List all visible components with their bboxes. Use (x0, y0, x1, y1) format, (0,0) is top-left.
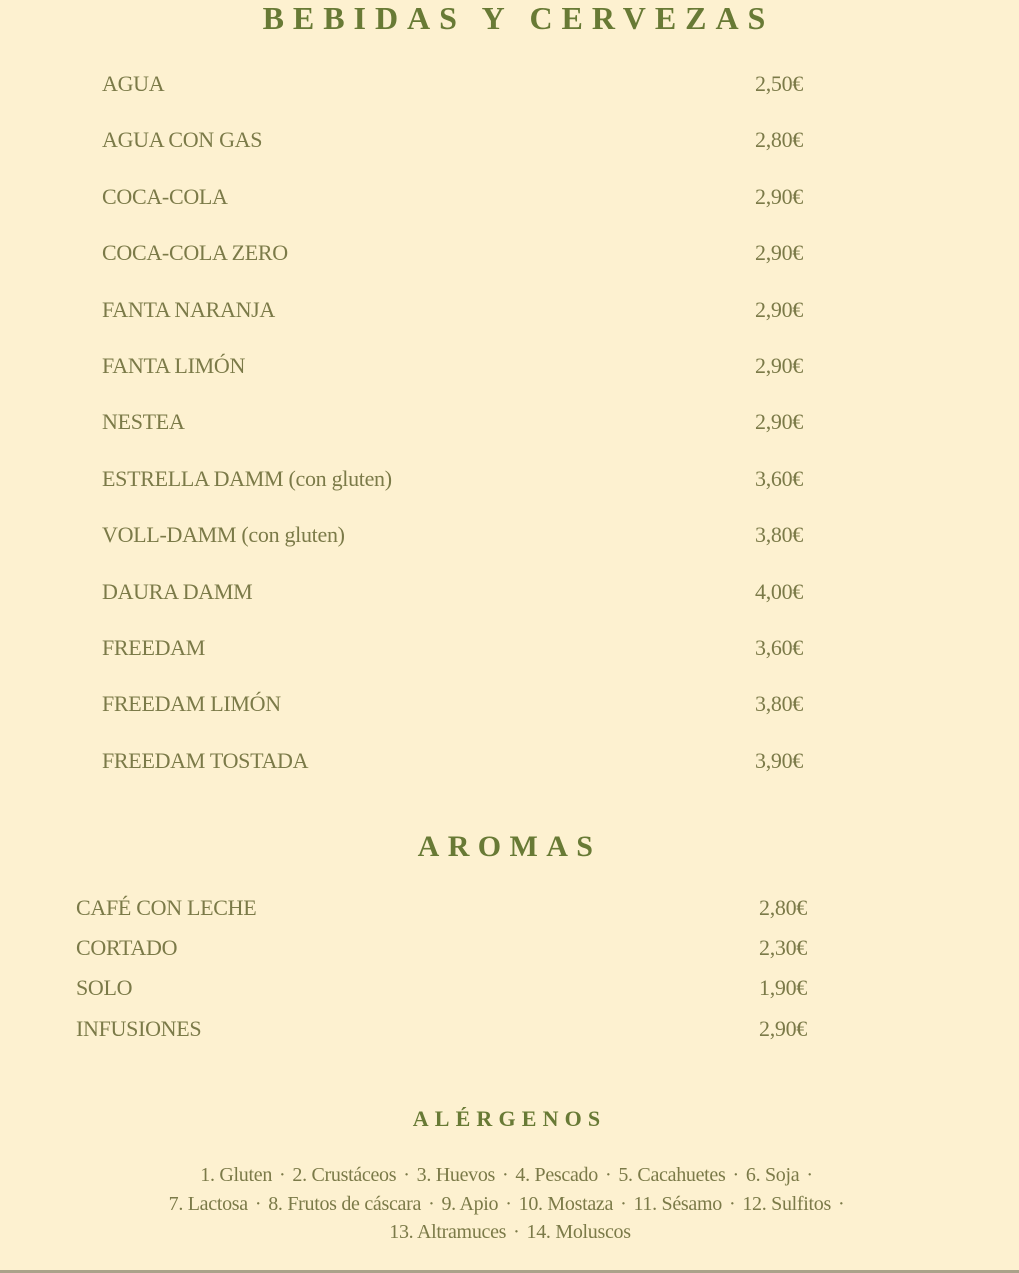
separator-dot: · (806, 1164, 813, 1186)
item-price: 2,80€ (755, 127, 804, 153)
separator-dot: · (428, 1192, 435, 1215)
item-price: 2,90€ (755, 409, 804, 435)
allergen-item: 8. Frutos de cáscara (268, 1192, 422, 1215)
item-name: NESTEA (102, 409, 185, 435)
allergen-item: 11. Sésamo (633, 1192, 722, 1215)
item-name: FANTA NARANJA (102, 296, 276, 322)
item-name: FANTA LIMÓN (102, 353, 246, 378)
item-price: 2,90€ (755, 353, 804, 378)
item-price: 2,90€ (755, 296, 804, 322)
item-price: 3,80€ (755, 522, 804, 548)
item-name: CORTADO (76, 935, 178, 961)
separator-dot: · (604, 1164, 612, 1186)
item-price: 2,30€ (759, 935, 808, 961)
allergens-section-title: ALÉRGENOS (412, 1106, 607, 1131)
item-name: CAFÉ CON LECHE (76, 895, 257, 920)
allergen-item: 2. Crustáceos (292, 1164, 397, 1186)
separator-dot: · (728, 1192, 736, 1215)
aromas-section-title: AROMAS (417, 830, 602, 863)
item-name: FREEDAM (102, 635, 206, 660)
allergen-item: 1. Gluten (200, 1164, 273, 1186)
separator-dot: · (837, 1192, 845, 1215)
separator-dot: · (620, 1192, 627, 1215)
item-price: 3,60€ (755, 635, 804, 660)
allergen-item: 6. Soja (745, 1164, 800, 1186)
item-price: 2,90€ (755, 240, 804, 266)
allergen-item: 3. Huevos (416, 1164, 496, 1186)
item-name: FREEDAM LIMÓN (102, 691, 281, 717)
item-price: 2,90€ (755, 183, 804, 209)
separator-dot: · (502, 1164, 509, 1186)
item-price: 1,90€ (759, 975, 808, 1001)
separator-dot: · (513, 1221, 520, 1243)
separator-dot: · (505, 1192, 512, 1215)
allergen-item: 10. Mostaza (518, 1192, 614, 1215)
item-name: AGUA (102, 71, 165, 96)
allergens-list (130, 1161, 890, 1247)
item-price: 3,80€ (755, 691, 804, 717)
item-name: ESTRELLA DAMM (con gluten) (102, 465, 392, 491)
item-price: 2,50€ (755, 71, 804, 96)
allergen-item: 7. Lactosa (168, 1192, 248, 1215)
item-name: FREEDAM TOSTADA (102, 747, 309, 773)
item-price: 2,90€ (759, 1015, 808, 1041)
item-name: COCA-COLA (102, 183, 228, 209)
drinks-section-title: BEBIDAS Y CERVEZAS (262, 0, 775, 36)
allergen-line (130, 1218, 890, 1247)
separator-dot: · (732, 1164, 739, 1186)
allergen-item: 5. Cacahuetes (618, 1164, 726, 1186)
separator-dot: · (279, 1164, 286, 1186)
item-name: COCA-COLA ZERO (102, 240, 288, 266)
allergen-line (130, 1161, 890, 1190)
item-name: VOLL-DAMM (con gluten) (102, 522, 345, 548)
item-price: 3,60€ (755, 465, 804, 491)
item-name: INFUSIONES (76, 1015, 202, 1041)
item-price: 3,90€ (755, 747, 804, 773)
allergen-item: 4. Pescado (515, 1164, 598, 1186)
item-name: DAURA DAMM (102, 578, 253, 604)
separator-dot: · (403, 1164, 410, 1186)
item-price: 2,80€ (759, 895, 808, 920)
allergen-item: 12. Sulfitos (742, 1192, 831, 1215)
allergen-item: 14. Moluscos (526, 1221, 631, 1243)
allergen-line (130, 1190, 890, 1219)
item-name: SOLO (76, 975, 133, 1001)
item-price: 4,00€ (755, 578, 804, 604)
separator-dot: · (254, 1192, 262, 1215)
allergen-item: 13. Altramuces (389, 1221, 507, 1243)
item-name: AGUA CON GAS (102, 127, 263, 153)
allergen-item: 9. Apio (441, 1192, 499, 1215)
